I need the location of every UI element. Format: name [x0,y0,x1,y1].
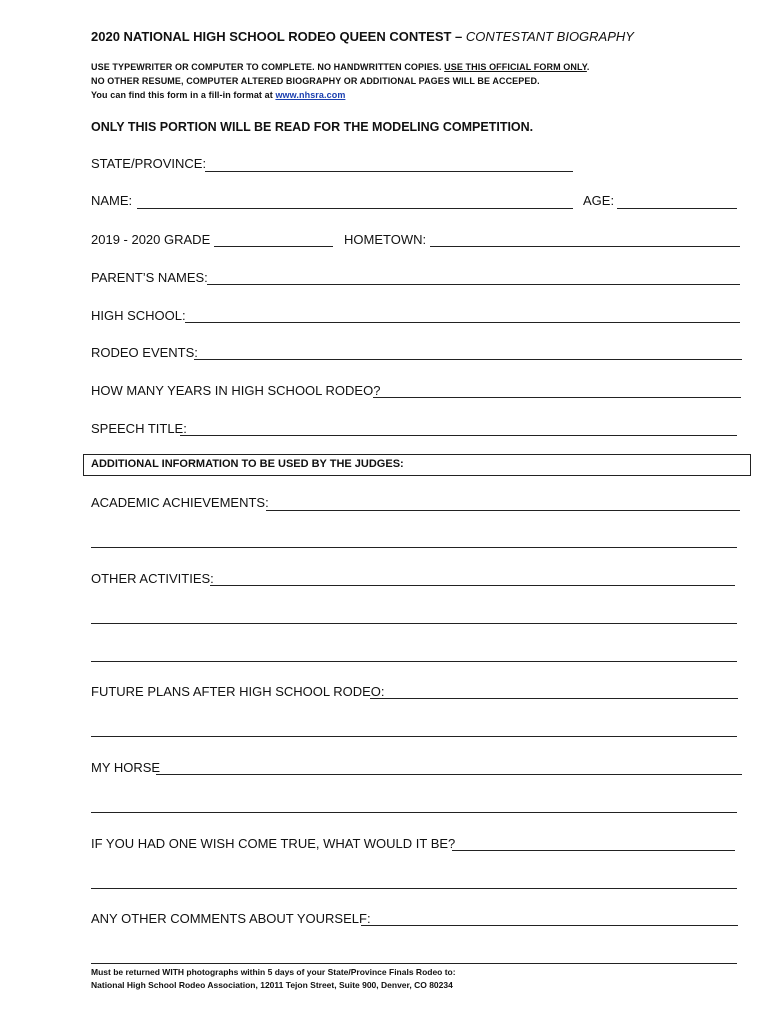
instruction-line-2: NO OTHER RESUME, COMPUTER ALTERED BIOGRAPHY OR ADDITIONAL PAGES WILL BE ACCEPED. [91,76,540,86]
high-school-input-line[interactable] [185,322,740,323]
parents-label: PARENT’S NAMES: [91,270,208,285]
name-input-line[interactable] [137,208,573,209]
wish-input-line-2[interactable] [91,888,737,889]
rodeo-events-label: RODEO EVENTS: [91,345,198,360]
instruction-text: USE TYPEWRITER OR COMPUTER TO COMPLETE. NO HANDWRITTEN COPIES. [91,62,445,72]
parents-input-line[interactable] [207,284,740,285]
high-school-label: HIGH SCHOOL: [91,308,186,323]
other-activities-input-line[interactable] [210,585,735,586]
other-activities-label: OTHER ACTIVITIES: [91,571,214,586]
name-label: NAME: [91,193,133,208]
academic-label: ACADEMIC ACHIEVEMENTS: [91,495,269,510]
wish-input-line[interactable] [452,850,735,851]
academic-input-line[interactable] [266,510,740,511]
comments-input-line[interactable] [361,925,738,926]
future-plans-input-line[interactable] [370,698,738,699]
footer-line-1: Must be returned WITH photographs within 5 days of your State/Province Finals Rodeo to: [91,967,456,977]
other-activities-input-line-3[interactable] [91,661,737,662]
my-horse-input-line-2[interactable] [91,812,737,813]
academic-input-line-2[interactable] [91,547,737,548]
hometown-label: HOMETOWN: [344,232,427,247]
instruction-line-3 [91,90,345,100]
age-input-line[interactable] [617,208,737,209]
additional-info-heading: ADDITIONAL INFORMATION TO BE USED BY THE JUDGES: [91,458,404,470]
speech-title-input-line[interactable] [180,435,737,436]
state-label: STATE/PROVINCE: [91,156,207,171]
instruction-text-3: You can find this form in a fill-in format at [91,90,276,100]
instruction-end: . [586,62,590,72]
age-label: AGE: [583,193,615,208]
grade-input-line[interactable] [214,246,333,247]
future-plans-label: FUTURE PLANS AFTER HIGH SCHOOL RODEO: [91,684,385,699]
my-horse-input-line[interactable] [156,774,742,775]
nhsra-link[interactable]: www.nhsra.com [275,90,346,100]
other-activities-input-line-2[interactable] [91,623,737,624]
wish-label: IF YOU HAD ONE WISH COME TRUE, WHAT WOULD IT BE? [91,836,456,851]
additional-info-box [83,454,751,476]
form-title-main: 2020 NATIONAL HIGH SCHOOL RODEO QUEEN CONTEST – [91,29,466,44]
hometown-input-line[interactable] [430,246,740,247]
form-title [91,29,634,44]
rodeo-events-input-line[interactable] [194,359,742,360]
future-plans-input-line-2[interactable] [91,736,737,737]
footer-line-2: National High School Rodeo Association, 12011 Tejon Street, Suite 900, Denver, CO 80234 [91,980,453,990]
speech-title-label: SPEECH TITLE: [91,421,187,436]
instruction-underlined: USE THIS OFFICIAL FORM ONLY [444,62,587,72]
comments-label: ANY OTHER COMMENTS ABOUT YOURSELF: [91,911,371,926]
comments-input-line-2[interactable] [91,963,737,964]
modeling-section-heading: ONLY THIS PORTION WILL BE READ FOR THE MODELING COMPETITION. [91,120,534,134]
years-input-line[interactable] [373,397,741,398]
grade-label: 2019 - 2020 GRADE [91,232,211,247]
state-input-line[interactable] [205,171,573,172]
form-title-italic: CONTESTANT BIOGRAPHY [465,29,634,44]
instruction-line-1 [91,62,589,72]
my-horse-label: MY HORSE [91,760,161,775]
years-label: HOW MANY YEARS IN HIGH SCHOOL RODEO? [91,383,381,398]
